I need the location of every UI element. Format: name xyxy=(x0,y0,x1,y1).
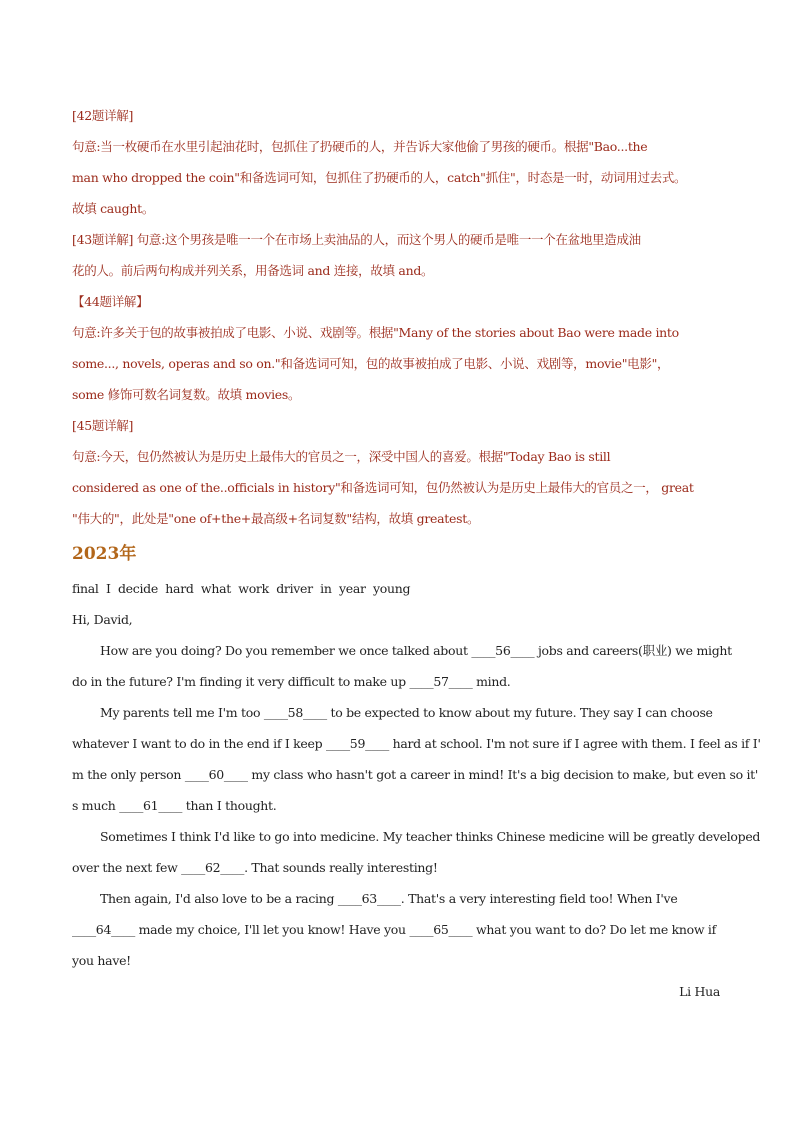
explanation-block-45 xyxy=(72,410,732,534)
explanation-text: man who dropped the coin"和备选词可知，包抓住了扔硬币的人，catch"抓住"，时态是一时，动词用过去式。 xyxy=(72,170,687,185)
letter-line: over the next few ____62____. That sounds really interesting! xyxy=(72,860,438,875)
explanation-text: 句意:许多关于包的故事被拍成了电影、小说、戏剧等。根据"Many of the stories about Bao were made into xyxy=(72,325,679,340)
explanation-text: 花的人。前后两句构成并列关系，用备选词 and 连接，故填 and。 xyxy=(72,263,434,278)
letter-signature: Li Hua xyxy=(679,984,720,999)
explanation-block-44 xyxy=(72,286,732,410)
letter-line: Sometimes I think I'd like to go into medicine. My teacher thinks Chinese medicine will be greatly developed xyxy=(100,829,761,844)
letter-greeting: Hi, David, xyxy=(72,612,133,627)
letter-line: How are you doing? Do you remember we once talked about ____56____ jobs and careers(职业) we might xyxy=(100,643,732,658)
explanation-text: considered as one of the..officials in history"和备选词可知，包仍然被认为是历史上最伟大的官员之一， great xyxy=(72,480,694,495)
explanation-text: [43题详解] 句意:这个男孩是唯一一个在市场上卖油品的人，而这个男人的硬币是唯一一个在盆地里造成油 xyxy=(72,232,641,247)
letter-line: My parents tell me I'm too ____58____ to be expected to know about my future. They say I can choose xyxy=(100,705,713,720)
explanation-text: "伟大的"，此处是"one of+the+最高级+名词复数"结构，故填 greatest。 xyxy=(72,511,480,526)
explanation-text: some..., novels, operas and so on."和备选词可知，包的故事被拍成了电影、小说、戏剧等，movie"电影"， xyxy=(72,356,670,371)
explanation-heading: 【44题详解】 xyxy=(72,294,149,309)
year-heading: 2023年 xyxy=(72,544,137,564)
letter-line: s much ____61____ than I thought. xyxy=(72,798,277,813)
document-page xyxy=(72,100,761,1007)
letter-line: you have! xyxy=(72,953,131,968)
explanation-text: 句意:当一枚硬币在水里引起油花时，包抓住了扔硬币的人，并告诉大家他偷了男孩的硬币。根据"Bao...the xyxy=(72,139,648,154)
explanation-block-42 xyxy=(72,100,732,224)
letter-line: m the only person ____60____ my class who hasn't got a career in mind! It's a big decision to make, but even so it' xyxy=(72,767,759,782)
letter-line: whatever I want to do in the end if I keep ____59____ hard at school. I'm not sure if I agree with them. I feel as if I' xyxy=(72,736,761,751)
explanation-section xyxy=(72,100,732,534)
letter-line: ____64____ made my choice, I'll let you know! Have you ____65____ what you want to do? Do let me know if xyxy=(72,922,716,937)
explanation-heading: [45题详解] xyxy=(72,418,134,433)
word-bank: final I decide hard what work driver in year young xyxy=(72,581,411,596)
explanation-text: 故填 caught。 xyxy=(72,201,155,216)
letter-line: do in the future? I'm finding it very difficult to make up ____57____ mind. xyxy=(72,674,511,689)
explanation-text: 句意:今天，包仍然被认为是历史上最伟大的官员之一，深受中国人的喜爱。根据"Today Bao is still xyxy=(72,449,611,464)
letter-line: Then again, I'd also love to be a racing ____63____. That's a very interesting field too! When I've xyxy=(100,891,678,906)
explanation-block-43 xyxy=(72,224,732,286)
explanation-heading: [42题详解] xyxy=(72,108,134,123)
exercise-section xyxy=(72,573,761,1007)
explanation-text: some 修饰可数名词复数。故填 movies。 xyxy=(72,387,301,402)
